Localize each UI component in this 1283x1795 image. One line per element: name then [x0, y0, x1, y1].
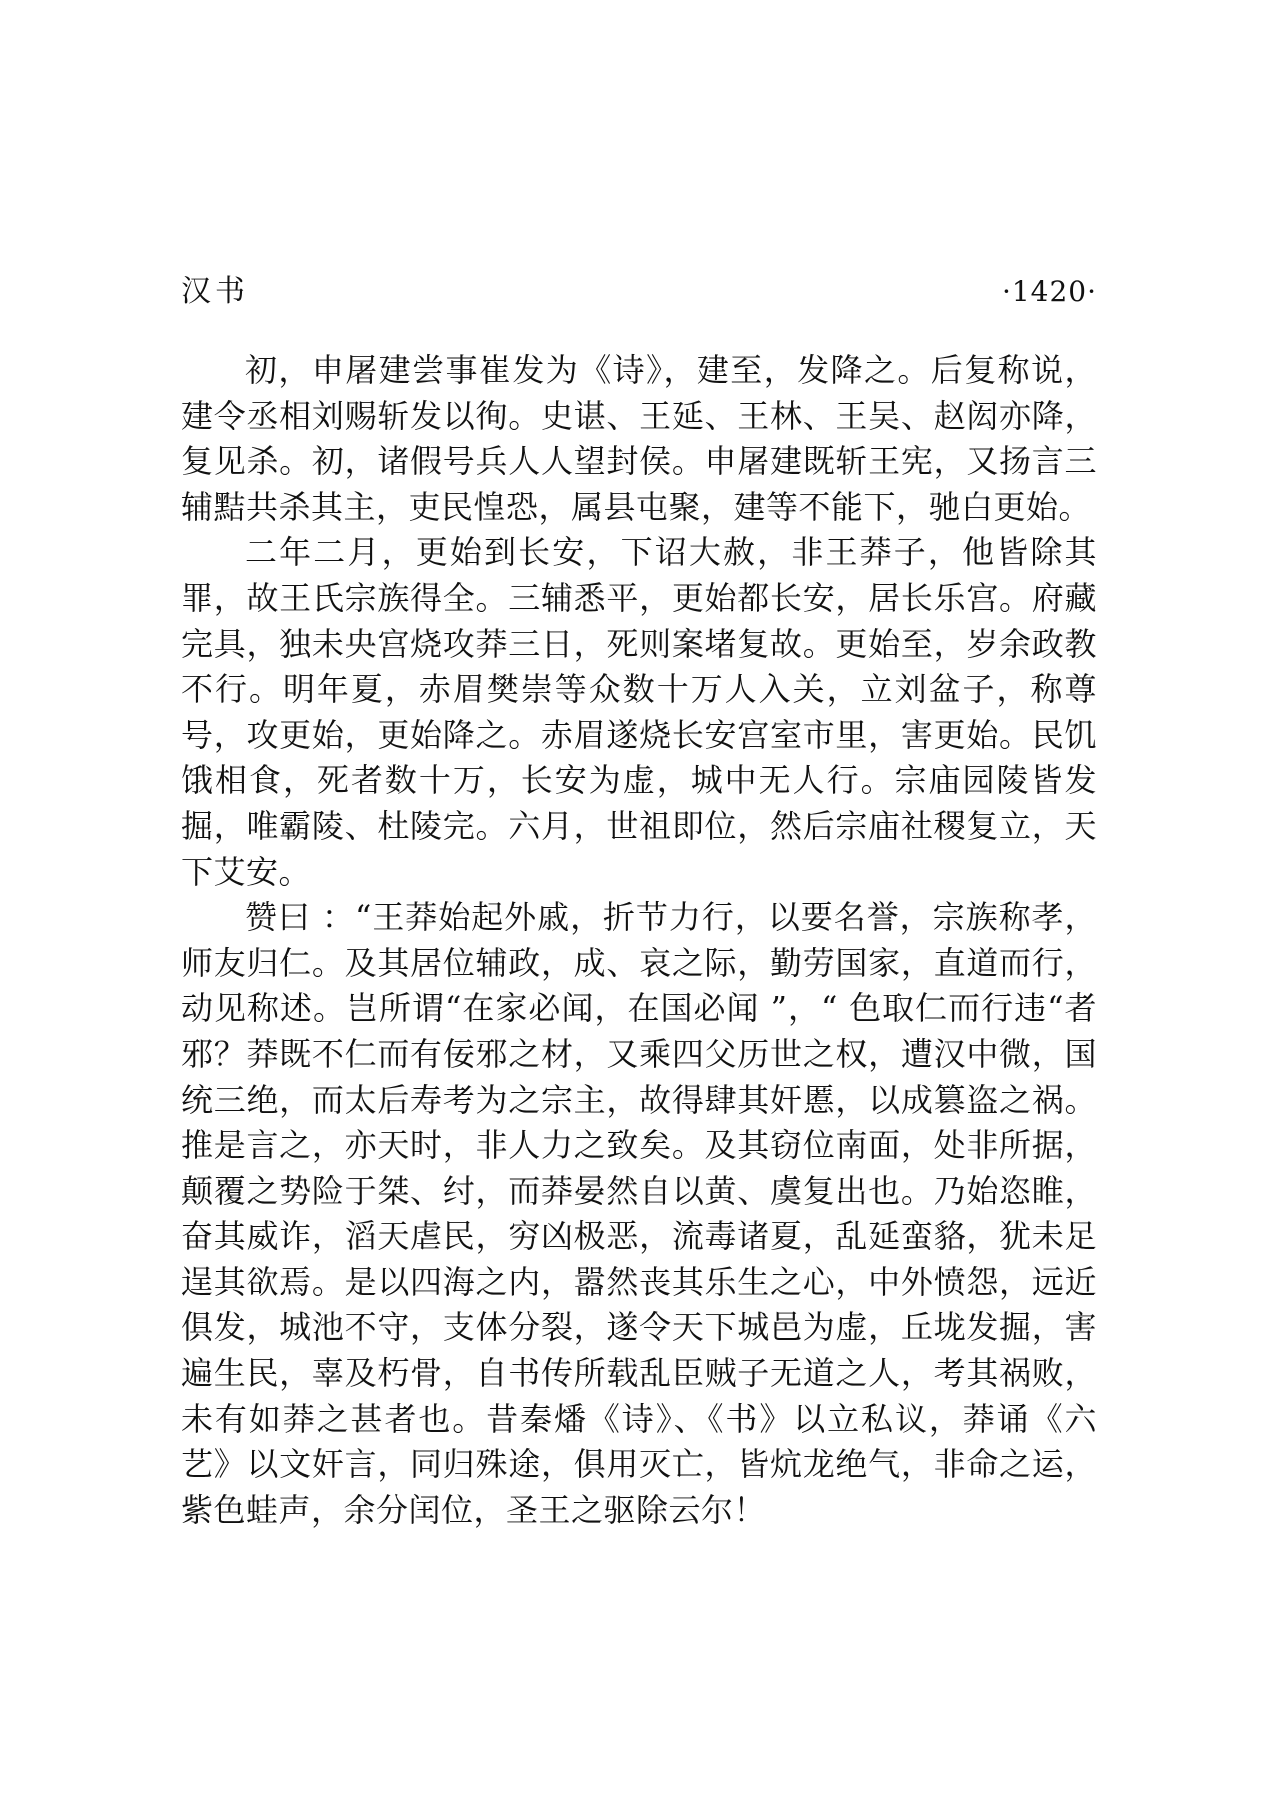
book-title: 汉书 — [181, 274, 249, 309]
paragraph: 赞曰 ：“王莽始起外戚，折节力行，以要名誉，宗族称孝，师友归仁。及其居位辅政，成、哀之际，勤劳国家，直道而行，动见称述。岂所谓“在家必闻，在国必闻 ”，“ 色取仁而行违“者邪？莽既不仁而有佞邪之材，又乘四父历世之权，遭汉中微，国统三绝，而太后寿考为之宗主，故得肆其奸慝，以成篡盗之祸。推是言之，亦天时，非人力之致矣。及其窃位南面，处非所据，颠覆之势险于桀、纣，而莽晏然自以黄、虞复出也。乃始恣睢，奋其威诈，滔天虐民，穷凶极恶，流毒诸夏，乱延蛮貉，犹未足逞其欲焉。是以四海之内，嚣然丧其乐生之心，中外愤怨，远近俱发，城池不守，支体分裂，遂令天下城邑为虚，丘垅发掘，害遍生民，辜及朽骨，自书传所载乱臣贼子无道之人，考其祸败，未有如莽之甚者也。昔秦燔《诗》、《书》以立私议，莽诵《六艺》以文奸言，同归殊途，俱用灭亡，皆炕龙绝气，非命之运，紫色蛙声，余分闰位，圣王之驱除云尔！ — [181, 898, 1097, 1529]
paragraph: 二年二月，更始到长安，下诏大赦，非王莽子，他皆除其罪，故王氏宗族得全。三辅悉平，更始都长安，居长乐宫。府藏完具，独未央宫烧攻莽三日，死则案堵复故。更始至，岁余政教不行。明年夏，赤眉樊崇等众数十万人入关，立刘盆子，称尊号，攻更始，更始降之。赤眉遂烧长安宫室市里，害更始。民饥饿相食，死者数十万，长安为虚，城中无人行。宗庙园陵皆发掘，唯霸陵、杜陵完。六月，世祖即位，然后宗庙社稷复立，天下艾安。 — [181, 533, 1097, 891]
body-text — [181, 348, 1097, 1533]
page-header — [181, 272, 1097, 312]
page-number: ·1420· — [1001, 275, 1097, 308]
paragraph: 初，申屠建尝事崔发为《诗》，建至，发降之。后复称说，建令丞相刘赐斩发以徇。史谌、王延、王林、王吴、赵闳亦降，复见杀。初，诸假号兵人人望封侯。申屠建既斩王宪，又扬言三辅黠共杀其主，吏民惶恐，属县屯聚，建等不能下，驰白更始。 — [181, 351, 1097, 526]
